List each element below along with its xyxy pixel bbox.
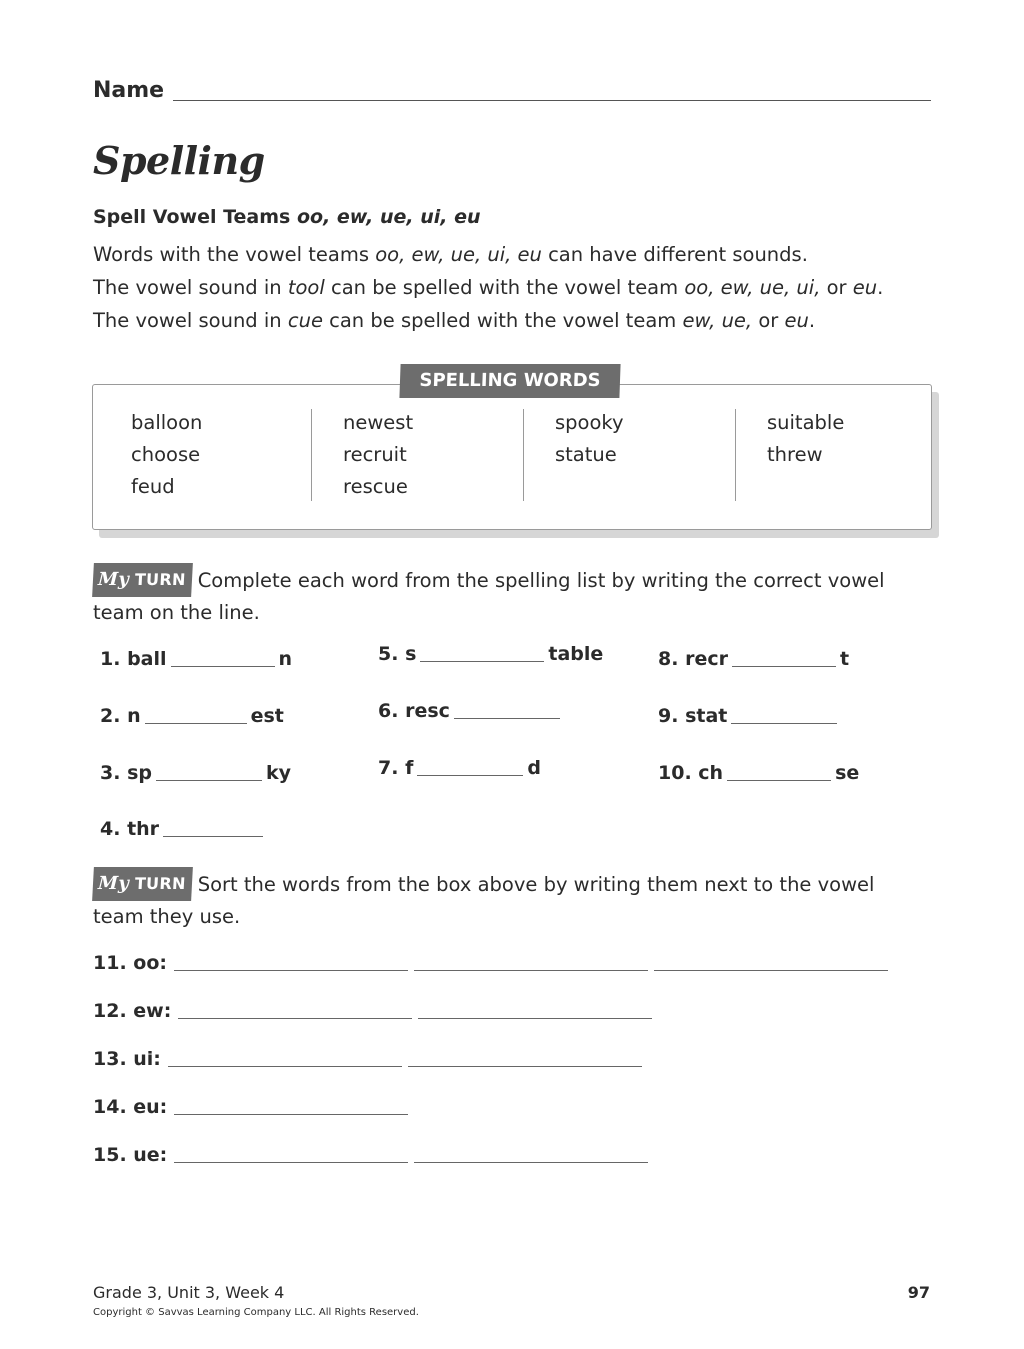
section1-instruction: My TURN Complete each word from the spelling list by writing the correct vowel team on the line.: [93, 563, 943, 629]
spelling-word: spooky: [555, 411, 624, 434]
answer-blank[interactable]: [171, 665, 275, 667]
sort-row-ui: 13. ui:: [93, 1048, 648, 1070]
exercise-item-3: 3. sp ky: [100, 762, 292, 784]
exercise-item-1: 1. ball n: [100, 648, 293, 670]
intro-line-1: Words with the vowel teams oo, ew, ue, ui, eu can have different sounds.: [93, 243, 808, 266]
word-column-1: [131, 407, 331, 503]
word-column-2: [343, 407, 543, 503]
page-title: Spelling: [93, 138, 265, 183]
name-row: [93, 76, 931, 106]
exercise-item-8: 8. recr t: [658, 648, 850, 670]
column-divider: [523, 409, 524, 501]
lesson-subtitle: [93, 206, 481, 228]
spelling-words-heading: SPELLING WORDS: [399, 364, 620, 398]
intro-line-2: The vowel sound in tool can be spelled with the vowel team oo, ew, ue, ui, or eu.: [93, 276, 884, 299]
spelling-word: choose: [131, 443, 201, 466]
answer-blank[interactable]: [420, 660, 544, 662]
subtitle-lead: Spell Vowel Teams: [93, 206, 297, 228]
exercise-item-10: 10. ch se: [658, 762, 860, 784]
answer-line[interactable]: [168, 1065, 402, 1067]
answer-line[interactable]: [178, 1017, 412, 1019]
answer-line[interactable]: [418, 1017, 652, 1019]
sort-row-ue: 15. ue:: [93, 1144, 654, 1166]
spelling-word: statue: [555, 443, 617, 466]
answer-line[interactable]: [174, 1113, 408, 1115]
exercise-item-7: 7. f d: [378, 757, 541, 779]
sort-row-oo: 11. oo:: [93, 952, 894, 974]
answer-blank[interactable]: [454, 717, 560, 719]
spelling-word: feud: [131, 475, 175, 498]
answer-line[interactable]: [414, 1161, 648, 1163]
intro-line-3: The vowel sound in cue can be spelled with the vowel team ew, ue, or eu.: [93, 309, 816, 332]
exercise-item-6: 6. resc: [378, 700, 564, 722]
column-divider: [311, 409, 312, 501]
answer-blank[interactable]: [417, 774, 523, 776]
answer-line[interactable]: [174, 1161, 408, 1163]
exercise-item-5: 5. s table: [378, 643, 604, 665]
footer-copyright: Copyright © Savvas Learning Company LLC. All Rights Reserved.: [93, 1307, 419, 1318]
page-number: 97: [907, 1283, 930, 1302]
answer-line[interactable]: [654, 969, 888, 971]
spelling-words-box: [92, 384, 932, 530]
section2-instruction: My TURN Sort the words from the box above by writing them next to the vowel team they use.: [93, 867, 943, 933]
answer-blank[interactable]: [163, 835, 263, 837]
answer-blank[interactable]: [732, 665, 836, 667]
column-divider: [735, 409, 736, 501]
my-turn-badge: My TURN: [92, 563, 192, 597]
answer-line[interactable]: [408, 1065, 642, 1067]
word-column-3: [555, 407, 755, 471]
word-column-4: [767, 407, 967, 471]
answer-blank[interactable]: [156, 779, 262, 781]
intro-paragraph: [93, 238, 953, 337]
answer-blank[interactable]: [727, 779, 831, 781]
spelling-word: recruit: [343, 443, 407, 466]
my-turn-badge: My TURN: [92, 867, 192, 901]
subtitle-teams: oo, ew, ue, ui, eu: [296, 206, 481, 228]
footer-course: Grade 3, Unit 3, Week 4: [93, 1283, 285, 1302]
spelling-word: balloon: [131, 411, 203, 434]
answer-blank[interactable]: [731, 722, 837, 724]
name-input-line[interactable]: [173, 100, 931, 101]
exercise-item-4: 4. thr: [100, 818, 267, 840]
answer-line[interactable]: [414, 969, 648, 971]
sort-row-ew: 12. ew:: [93, 1000, 658, 1022]
exercise-item-9: 9. stat: [658, 705, 841, 727]
spelling-word: threw: [767, 443, 823, 466]
spelling-word: rescue: [343, 475, 408, 498]
exercise-item-2: 2. n est: [100, 705, 284, 727]
answer-line[interactable]: [174, 969, 408, 971]
spelling-word: newest: [343, 411, 414, 434]
spelling-word: suitable: [767, 411, 845, 434]
sort-row-eu: 14. eu:: [93, 1096, 414, 1118]
name-label: Name: [93, 78, 165, 103]
answer-blank[interactable]: [145, 722, 247, 724]
